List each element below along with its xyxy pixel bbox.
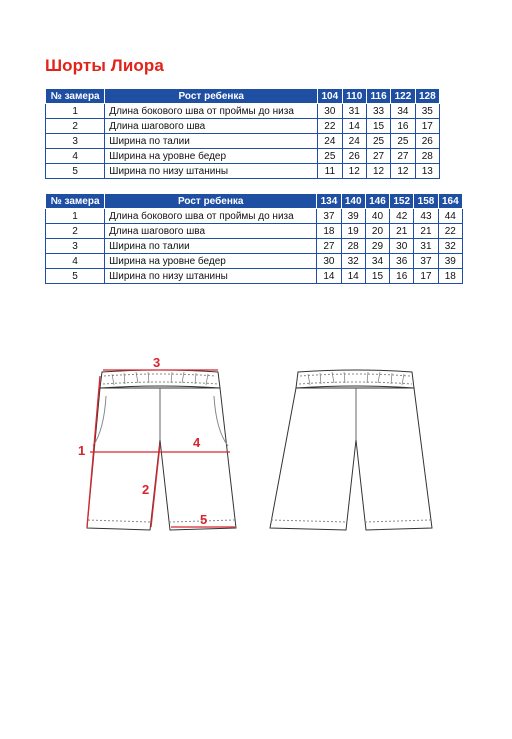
measure-value: 17 <box>415 119 439 134</box>
header-measure-number: № замера <box>46 194 105 209</box>
measure-value: 25 <box>318 149 342 164</box>
table-row <box>46 224 463 239</box>
table-row <box>46 119 440 134</box>
measure-value: 29 <box>365 239 389 254</box>
measure-name: Длина шагового шва <box>105 119 318 134</box>
measure-number: 4 <box>46 149 105 164</box>
measure-value: 30 <box>317 254 341 269</box>
table-row <box>46 104 440 119</box>
measure-value: 39 <box>341 209 365 224</box>
header-size: 122 <box>391 89 415 104</box>
measure-value: 11 <box>318 164 342 179</box>
header-measure-number: № замера <box>46 89 105 104</box>
table-row <box>46 134 440 149</box>
header-size: 128 <box>415 89 439 104</box>
measure-value: 13 <box>415 164 439 179</box>
measure-value: 12 <box>366 164 390 179</box>
measure-number: 3 <box>46 134 105 149</box>
measure-value: 25 <box>366 134 390 149</box>
table-row <box>46 239 463 254</box>
measure-value: 15 <box>366 119 390 134</box>
measure-value: 34 <box>391 104 415 119</box>
measure-value: 33 <box>366 104 390 119</box>
measure-number: 2 <box>46 224 105 239</box>
measure-name: Ширина по талии <box>105 134 318 149</box>
header-size: 164 <box>438 194 462 209</box>
measure-value: 15 <box>365 269 389 284</box>
measure-value: 37 <box>414 254 438 269</box>
measure-name: Длина бокового шва от проймы до низа <box>105 209 317 224</box>
table-header-row <box>46 194 463 209</box>
measure-value: 14 <box>341 269 365 284</box>
measure-label-3: 3 <box>153 355 161 370</box>
measure-name: Ширина по низу штанины <box>105 269 317 284</box>
header-size: 140 <box>341 194 365 209</box>
measure-label-5: 5 <box>200 512 208 527</box>
measure-value: 27 <box>391 149 415 164</box>
measure-value: 16 <box>390 269 414 284</box>
measure-number: 1 <box>46 209 105 224</box>
measure-value: 18 <box>317 224 341 239</box>
measure-value: 14 <box>317 269 341 284</box>
measure-number: 1 <box>46 104 105 119</box>
table-row <box>46 209 463 224</box>
measure-number: 5 <box>46 164 105 179</box>
measure-value: 28 <box>341 239 365 254</box>
measure-value: 17 <box>414 269 438 284</box>
measure-name: Ширина по низу штанины <box>105 164 318 179</box>
header-child-height: Рост ребенка <box>105 89 318 104</box>
measure-number: 3 <box>46 239 105 254</box>
measure-value: 12 <box>391 164 415 179</box>
measure-value: 22 <box>438 224 462 239</box>
measure-value: 44 <box>438 209 462 224</box>
measure-value: 34 <box>365 254 389 269</box>
measure-value: 30 <box>390 239 414 254</box>
measure-value: 24 <box>342 134 366 149</box>
measure-value: 24 <box>318 134 342 149</box>
shorts-technical-drawing <box>0 340 512 550</box>
measure-value: 30 <box>318 104 342 119</box>
measure-value: 39 <box>438 254 462 269</box>
header-child-height: Рост ребенка <box>105 194 317 209</box>
table-row <box>46 149 440 164</box>
header-size: 152 <box>390 194 414 209</box>
measure-name: Длина шагового шва <box>105 224 317 239</box>
measure-label-2: 2 <box>142 482 150 497</box>
measure-value: 19 <box>341 224 365 239</box>
measure-name: Ширина на уровне бедер <box>105 149 318 164</box>
measure-value: 21 <box>390 224 414 239</box>
measure-value: 28 <box>415 149 439 164</box>
measure-value: 43 <box>414 209 438 224</box>
table-row <box>46 254 463 269</box>
measure-value: 32 <box>341 254 365 269</box>
shorts-front-measured <box>87 370 236 530</box>
header-size: 104 <box>318 89 342 104</box>
measure-value: 37 <box>317 209 341 224</box>
measure-name: Ширина на уровне бедер <box>105 254 317 269</box>
table-row <box>46 269 463 284</box>
measure-number: 4 <box>46 254 105 269</box>
measure-number: 5 <box>46 269 105 284</box>
measure-number: 2 <box>46 119 105 134</box>
header-size: 110 <box>342 89 366 104</box>
measure-value: 31 <box>414 239 438 254</box>
measure-value: 27 <box>317 239 341 254</box>
measure-value: 26 <box>342 149 366 164</box>
measure-value: 12 <box>342 164 366 179</box>
shorts-back-view <box>270 370 432 530</box>
page-title: Шорты Лиора <box>45 56 164 75</box>
measure-value: 36 <box>390 254 414 269</box>
header-size: 158 <box>414 194 438 209</box>
table-row <box>46 164 440 179</box>
size-table-2 <box>45 193 463 284</box>
measure-name: Ширина по талии <box>105 239 317 254</box>
measure-value: 40 <box>365 209 389 224</box>
header-size: 116 <box>366 89 390 104</box>
measure-name: Длина бокового шва от проймы до низа <box>105 104 318 119</box>
measure-value: 32 <box>438 239 462 254</box>
measure-value: 25 <box>391 134 415 149</box>
measure-value: 22 <box>318 119 342 134</box>
header-size: 134 <box>317 194 341 209</box>
measure-value: 21 <box>414 224 438 239</box>
header-size: 146 <box>365 194 389 209</box>
measure-label-1: 1 <box>78 443 86 458</box>
measure-label-4: 4 <box>193 435 201 450</box>
measure-value: 14 <box>342 119 366 134</box>
measure-value: 31 <box>342 104 366 119</box>
measure-value: 42 <box>390 209 414 224</box>
measure-value: 26 <box>415 134 439 149</box>
measure-value: 20 <box>365 224 389 239</box>
table-header-row <box>46 89 440 104</box>
measure-value: 16 <box>391 119 415 134</box>
measure-value: 27 <box>366 149 390 164</box>
measure-value: 18 <box>438 269 462 284</box>
measure-value: 35 <box>415 104 439 119</box>
size-table-1 <box>45 88 440 179</box>
